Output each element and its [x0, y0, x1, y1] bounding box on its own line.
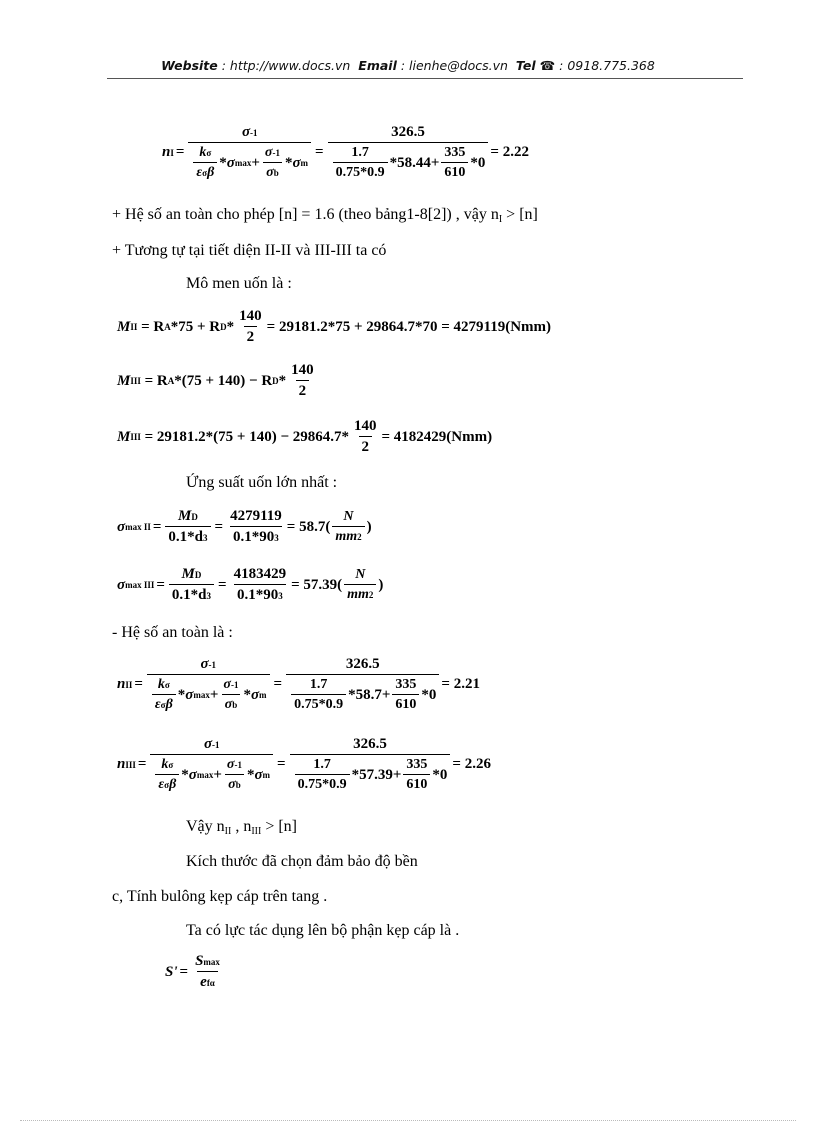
page-header	[0, 58, 816, 73]
tel-label: Tel	[515, 58, 536, 73]
website-value: : http://www.docs.vn	[221, 58, 351, 73]
website-label: Website	[161, 58, 218, 73]
equation-S-prime: S' = S max e fα	[165, 953, 220, 990]
similar-sections-line: + Tương tự tại tiết diện II-II và III-III ta có	[112, 242, 387, 259]
equation-sigma-II: σ max II = M D 0.1*d 3 = 4279119 0.1*90 3 = 58.7( N mm 2 )	[117, 508, 372, 545]
size-ok-line: Kích thước đã chọn đảm bảo độ bền	[186, 853, 418, 870]
equation-MII: M II = R A *75 + R D * $\frac{140}{2}$ = 29181.2*75 + 29864.7*70 = 4279119(Nmm)	[117, 308, 552, 345]
equation-MIII-value: M III = 29181.2*(75 + 140) − 29864.7* $\frac{140}{2}$ = 4182429(Nmm)	[117, 418, 493, 455]
footer-divider	[20, 1120, 796, 1121]
email-label: Email	[358, 58, 397, 73]
header-divider	[107, 78, 743, 79]
phone-icon: ☎	[539, 58, 556, 73]
equation-sigma-III: σ max III = M D 0.1*d 3 = 4183429 0.1*90 3 = 57.39( N mm 2 )	[117, 566, 384, 603]
safety-title: - Hệ số an toàn là :	[112, 624, 233, 641]
safety-allowed-line: + Hệ số an toàn cho phép [n] = 1.6 (theo bảng1-8[2]) , vậy $n_I > [n]$	[112, 206, 538, 225]
moment-title: Mô men uốn là :	[186, 275, 292, 292]
force-line: Ta có lực tác dụng lên bộ phận kẹp cáp là .	[186, 922, 460, 939]
stress-title: Ứng suất uốn lớn nhất :	[186, 474, 338, 491]
tel-value: : 0918.775.368	[559, 58, 655, 73]
email-value: : lienhe@docs.vn	[400, 58, 508, 73]
section-c-heading: c, Tính bulông kẹp cáp trên tang .	[112, 888, 328, 905]
equation-MIII-formula: M III = R A *(75 + 140) − R D * 140 2	[117, 362, 314, 399]
equation-nIII: n III = σ -1 k σ ε σ β * σ max + σ -1 σ b * σ m = 326.5 1.7 0.75*0.9 *57.39+ $\frac{335}{610}$ *0 = 2.26	[117, 736, 491, 792]
conclusion-line: Vậy $n_{II}$ , $n_{III} > [n]$	[186, 818, 298, 837]
equation-nII: n II = σ -1 k σ ε σ β * σ max + σ -1 σ b * σ m = 326.5 1.7 0.75*0.9 *58.7+ $\frac{335}{610}$ *0 = 2.21	[117, 656, 480, 712]
equation-n1: n I = σ -1 k σ ε σ β * σ max + σ -1 σ b * σ m = 326.5 1.7 0.75*0.9 *58.44+ $\frac{335}{610}$ *0 = 2.22	[162, 124, 529, 180]
